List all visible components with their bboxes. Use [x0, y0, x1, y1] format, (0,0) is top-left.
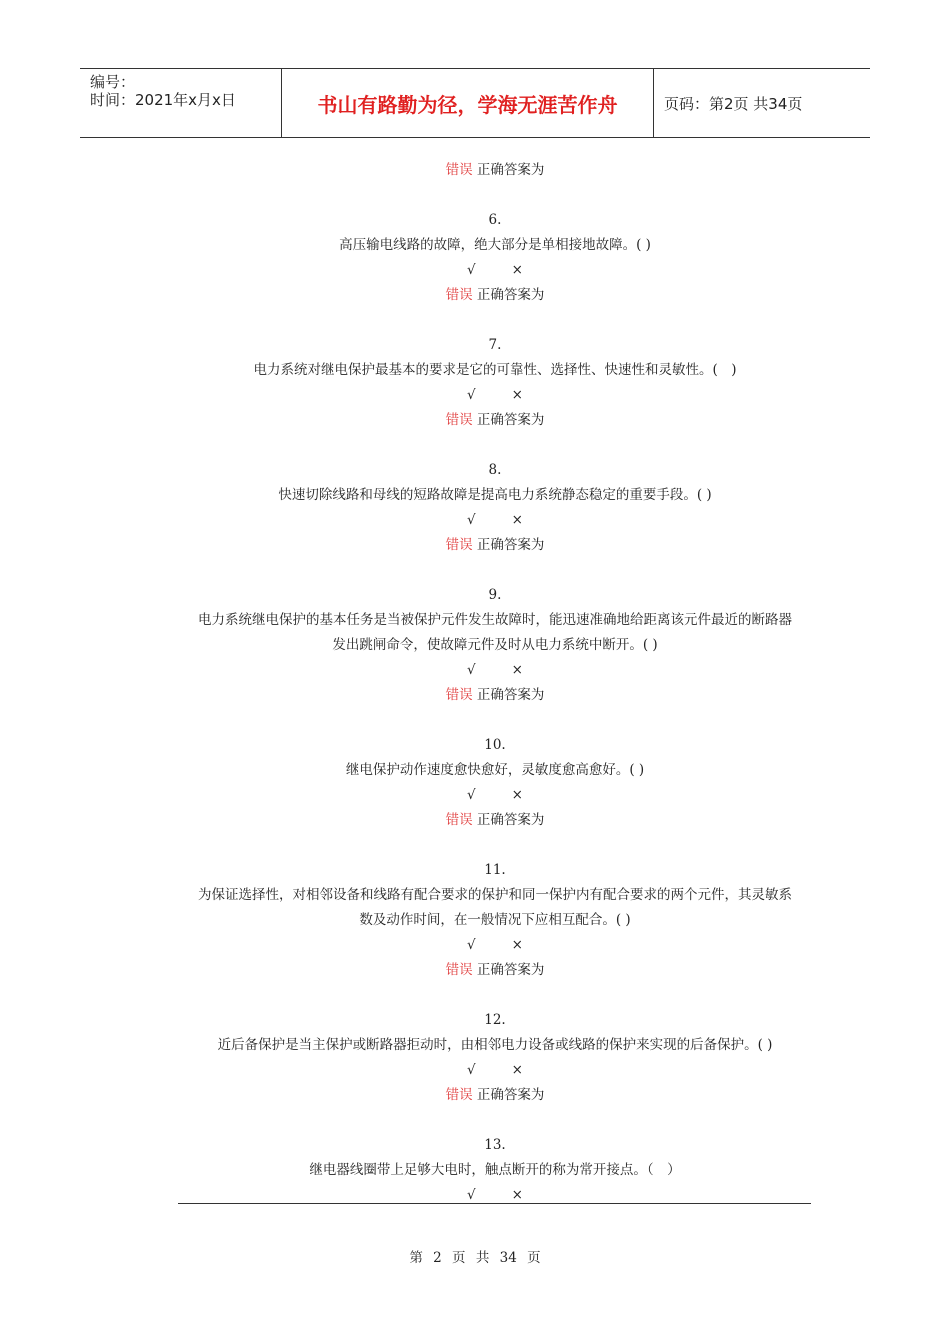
footer-total-pages: 34 — [499, 1250, 517, 1266]
question-number: 7. — [488, 337, 502, 353]
false-option[interactable]: × — [511, 512, 523, 528]
answer-options — [150, 933, 840, 958]
true-option[interactable]: √ — [467, 387, 476, 403]
answer-line — [150, 533, 840, 558]
answer-label: 正确答案为 — [476, 162, 545, 178]
footer-di: 第 — [409, 1250, 423, 1266]
header-motto: 书山有路勤为径，学海无涯苦作舟 — [282, 69, 654, 137]
page-header — [80, 68, 870, 138]
question-item — [150, 208, 840, 308]
header-meta — [80, 69, 282, 137]
true-option[interactable]: √ — [467, 1062, 476, 1078]
question-item — [150, 733, 840, 833]
question-number: 11. — [484, 862, 506, 878]
answer-line — [150, 408, 840, 433]
answer-line — [150, 808, 840, 833]
question-text-cont: 数及动作时间，在一般情况下应相互配合。( ) — [359, 912, 631, 928]
wrong-label: 错误 — [445, 537, 473, 553]
answer-options — [150, 658, 840, 683]
question-number: 12. — [484, 1012, 506, 1028]
footer-gong: 共 — [475, 1250, 490, 1266]
true-option[interactable]: √ — [467, 512, 476, 528]
wrong-label: 错误 — [445, 962, 473, 978]
wrong-label: 错误 — [445, 287, 473, 303]
true-option[interactable]: √ — [467, 1187, 476, 1203]
false-option[interactable]: × — [511, 387, 523, 403]
question-item — [150, 583, 840, 708]
time-label: 时间：2021年x月x日 — [90, 91, 236, 109]
question-number: 9. — [488, 587, 502, 603]
answer-label: 正确答案为 — [476, 687, 545, 703]
question-item — [150, 458, 840, 558]
number-label: 编号： — [90, 73, 136, 91]
answer-line — [150, 158, 840, 183]
true-option[interactable]: √ — [467, 662, 476, 678]
answer-line — [150, 283, 840, 308]
wrong-label: 错误 — [445, 812, 473, 828]
question-text: 近后备保护是当主保护或断路器拒动时，由相邻电力设备或线路的保护来实现的后备保护。( ) — [217, 1037, 773, 1053]
answer-options — [150, 383, 840, 408]
question-number: 13. — [484, 1137, 506, 1153]
answer-options — [150, 1058, 840, 1083]
false-option[interactable]: × — [511, 787, 523, 803]
footer-divider — [178, 1203, 811, 1204]
question-number: 6. — [488, 212, 502, 228]
false-option[interactable]: × — [511, 937, 523, 953]
answer-label: 正确答案为 — [476, 962, 545, 978]
true-option[interactable]: √ — [467, 937, 476, 953]
false-option[interactable]: × — [511, 1062, 523, 1078]
true-option[interactable]: √ — [467, 787, 476, 803]
question-text: 电力系统对继电保护最基本的要求是它的可靠性、选择性、快速性和灵敏性。( ) — [253, 362, 737, 378]
question-text-cont: 发出跳闸命令，使故障元件及时从电力系统中断开。( ) — [332, 637, 658, 653]
question-text: 电力系统继电保护的基本任务是当被保护元件发生故障时，能迅速准确地给距离该元件最近的断路器 — [198, 612, 792, 628]
answer-options — [150, 1183, 840, 1208]
question-item — [150, 858, 840, 983]
header-page-info: 页码：第2页 共34页 — [664, 94, 803, 113]
question-text: 继电保护动作速度愈快愈好，灵敏度愈高愈好。( ) — [345, 762, 645, 778]
answer-line — [150, 1083, 840, 1108]
question-text: 快速切除线路和母线的短路故障是提高电力系统静态稳定的重要手段。( ) — [278, 487, 712, 503]
question-text: 高压输电线路的故障，绝大部分是单相接地故障。( ) — [339, 237, 651, 253]
answer-label: 正确答案为 — [476, 812, 545, 828]
question-text: 继电器线圈带上足够大电时，触点断开的称为常开接点。（ ） — [309, 1162, 681, 1178]
answer-label: 正确答案为 — [476, 412, 545, 428]
wrong-label: 错误 — [445, 1087, 473, 1103]
question-number: 10. — [484, 737, 506, 753]
answer-line — [150, 958, 840, 983]
wrong-label: 错误 — [445, 412, 473, 428]
wrong-label: 错误 — [445, 162, 473, 178]
wrong-label: 错误 — [445, 687, 473, 703]
answer-label: 正确答案为 — [476, 287, 545, 303]
answer-options — [150, 508, 840, 533]
true-option[interactable]: √ — [467, 262, 476, 278]
question-text: 为保证选择性，对相邻设备和线路有配合要求的保护和同一保护内有配合要求的两个元件，其灵敏系 — [198, 887, 792, 903]
answer-label: 正确答案为 — [476, 1087, 545, 1103]
false-option[interactable]: × — [511, 662, 523, 678]
question-item — [150, 333, 840, 433]
question-number: 8. — [488, 462, 502, 478]
answer-options — [150, 258, 840, 283]
footer-ye: 页 — [452, 1250, 466, 1266]
question-item — [150, 1008, 840, 1108]
footer-page-number: 2 — [433, 1250, 442, 1266]
answer-line — [150, 683, 840, 708]
false-option[interactable]: × — [511, 1187, 523, 1203]
question-item — [150, 1133, 840, 1208]
answer-label: 正确答案为 — [476, 537, 545, 553]
question-list — [150, 158, 840, 1208]
answer-options — [150, 783, 840, 808]
false-option[interactable]: × — [511, 262, 523, 278]
footer-ye-end: 页 — [527, 1250, 541, 1266]
page-footer — [0, 1246, 950, 1266]
